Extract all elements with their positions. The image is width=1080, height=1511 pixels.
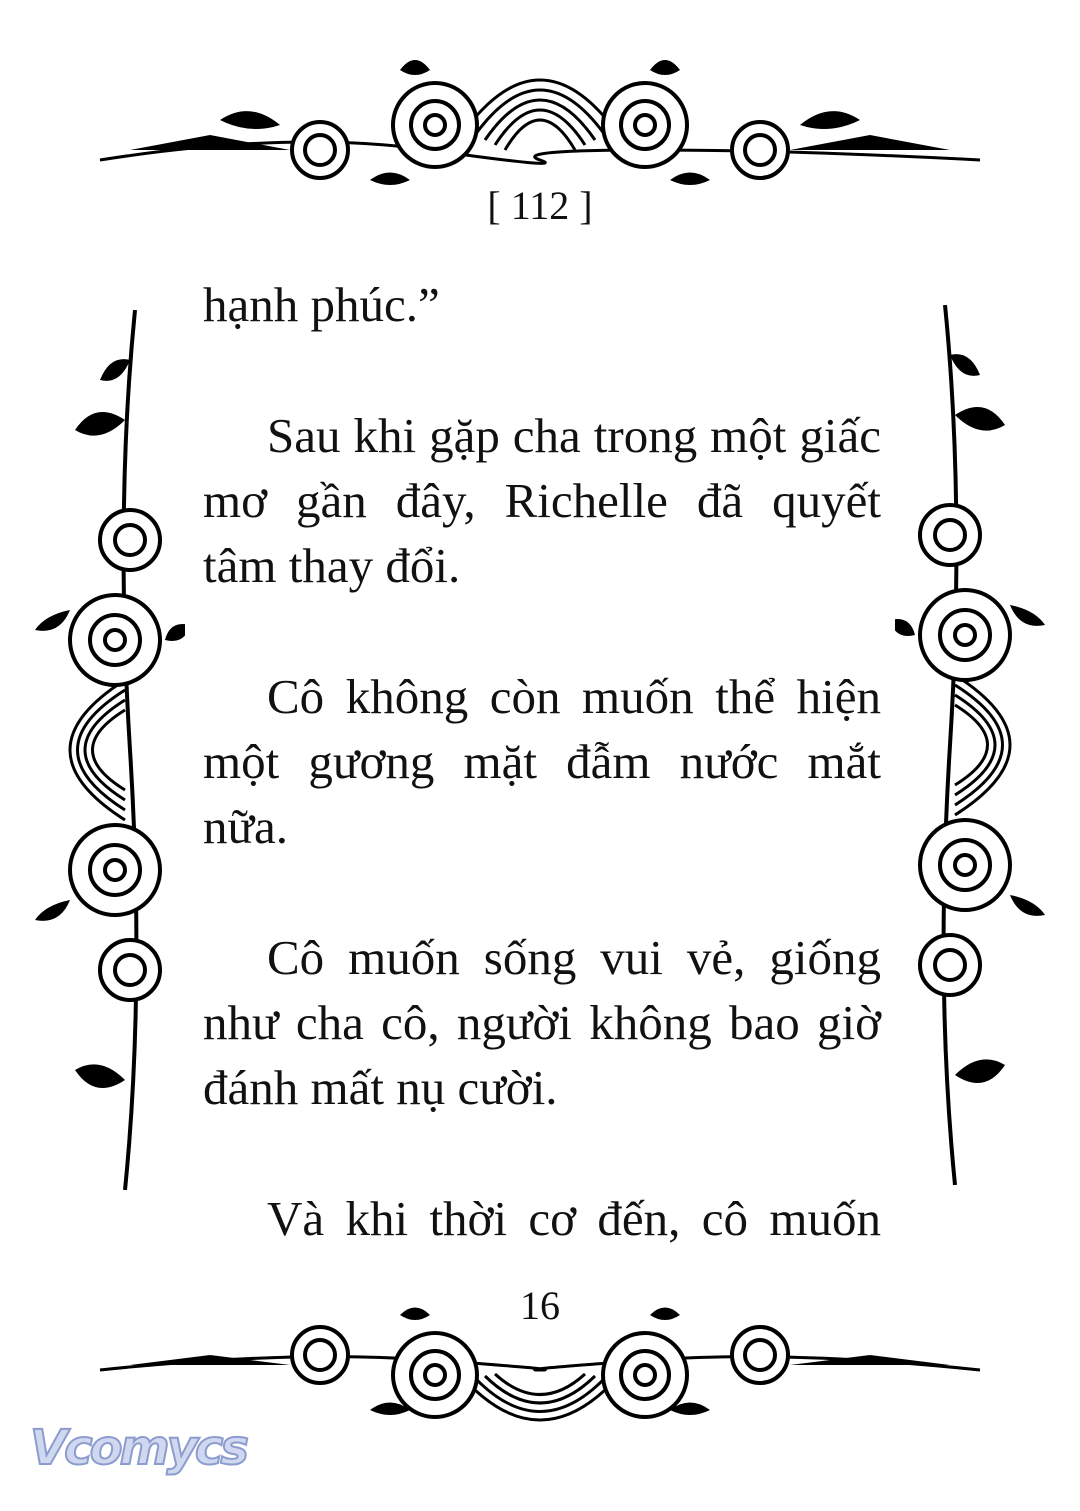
rose-vine-right xyxy=(895,305,1065,1185)
chapter-number: [ 112 ] xyxy=(487,183,593,228)
page-number: 16 xyxy=(520,1283,560,1328)
paragraph: Cô không còn muốn thể hiện một gương mặt đẫm nước mắt nữa. xyxy=(203,669,881,854)
paragraph: hạnh phúc.” xyxy=(203,277,440,332)
watermark-logo: Vcomycs xyxy=(30,1420,246,1476)
paragraph: Sau khi gặp cha trong một giấc mơ gần đây, Richelle đã quyết tâm thay đổi. xyxy=(203,408,881,593)
story-text xyxy=(203,272,881,1317)
paragraph: Và khi thời cơ đến, cô muốn xyxy=(267,1191,881,1246)
rose-vine-left xyxy=(15,310,185,1190)
paragraph: Cô muốn sống vui vẻ, giống như cha cô, người không bao giờ đánh mất nụ cười. xyxy=(203,930,881,1115)
